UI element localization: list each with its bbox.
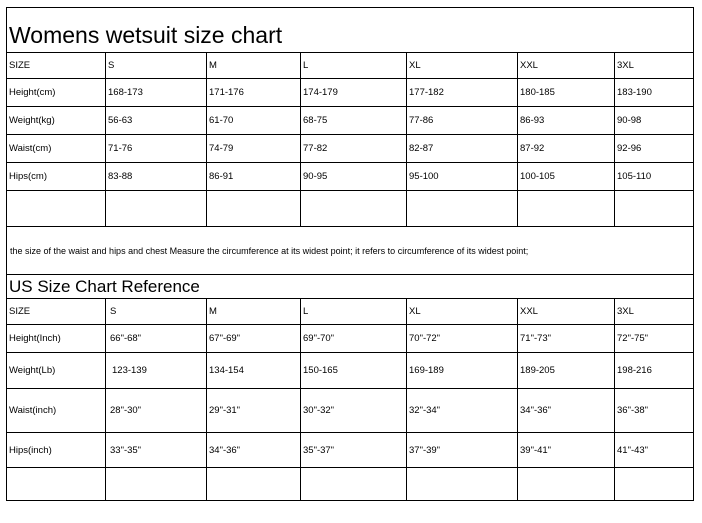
us-size-table: [6, 298, 694, 501]
header-cell: XXL: [518, 299, 615, 325]
table-cell: 56-63: [106, 107, 207, 135]
table-cell: 71-76: [106, 135, 207, 163]
table-cell: 36"-38": [615, 389, 694, 433]
row-label: Height(cm): [7, 79, 106, 107]
table-cell: 82-87: [407, 135, 518, 163]
row-label: Weight(kg): [7, 107, 106, 135]
table-cell: 92-96: [615, 135, 694, 163]
header-cell: 3XL: [615, 53, 694, 79]
header-cell: S: [106, 53, 207, 79]
header-cell: SIZE: [7, 299, 106, 325]
blank-cell: [301, 468, 407, 501]
table-cell: 66"-68": [106, 325, 207, 353]
header-cell: M: [207, 299, 301, 325]
blank-row: [7, 468, 694, 501]
table-cell: 77-86: [407, 107, 518, 135]
table-header-row: [7, 53, 694, 79]
chart-title: Womens wetsuit size chart: [7, 8, 694, 53]
table-row: [7, 135, 694, 163]
row-label: Waist(inch): [7, 389, 106, 433]
table-cell: 29"-31": [207, 389, 301, 433]
blank-cell: [207, 468, 301, 501]
table-cell: 41"-43": [615, 433, 694, 468]
blank-cell: [106, 191, 207, 227]
blank-cell: [301, 191, 407, 227]
header-cell: L: [301, 53, 407, 79]
table-cell: 34"-36": [518, 389, 615, 433]
header-cell: XXL: [518, 53, 615, 79]
blank-cell: [7, 191, 106, 227]
table-row: [7, 107, 694, 135]
measurement-note: the size of the waist and hips and chest Measure the circumference at its widest point; it refers to circumference of its widest point;: [7, 227, 694, 275]
table-cell: 183-190: [615, 79, 694, 107]
row-label: Height(Inch): [7, 325, 106, 353]
table-cell: 171-176: [207, 79, 301, 107]
table-cell: 174-179: [301, 79, 407, 107]
table-cell: 28"-30": [106, 389, 207, 433]
table-cell: 198-216: [615, 353, 694, 389]
table-cell: 34"-36": [207, 433, 301, 468]
table-cell: 180-185: [518, 79, 615, 107]
blank-cell: [7, 468, 106, 501]
table-cell: 90-98: [615, 107, 694, 135]
header-cell: XL: [407, 299, 518, 325]
header-cell: 3XL: [615, 299, 694, 325]
table-cell: 95-100: [407, 163, 518, 191]
table-cell: 39"-41": [518, 433, 615, 468]
blank-cell: [407, 191, 518, 227]
table-cell: 177-182: [407, 79, 518, 107]
row-label: Waist(cm): [7, 135, 106, 163]
blank-cell: [518, 468, 615, 501]
table-cell: 90-95: [301, 163, 407, 191]
header-cell: L: [301, 299, 407, 325]
table-cell: 30"-32": [301, 389, 407, 433]
table-row: [7, 433, 694, 468]
table-cell: 150-165: [301, 353, 407, 389]
table-cell: 168-173: [106, 79, 207, 107]
table-cell: 33"-35": [106, 433, 207, 468]
table-cell: 70"-72": [407, 325, 518, 353]
table-cell: 169-189: [407, 353, 518, 389]
table-cell: 100-105: [518, 163, 615, 191]
table-row: [7, 389, 694, 433]
row-label: Hips(cm): [7, 163, 106, 191]
table-cell: 86-91: [207, 163, 301, 191]
blank-cell: [615, 468, 694, 501]
table-cell: 105-110: [615, 163, 694, 191]
row-label: Hips(inch): [7, 433, 106, 468]
header-cell: M: [207, 53, 301, 79]
blank-cell: [106, 468, 207, 501]
table-cell: 72"-75": [615, 325, 694, 353]
table-row: [7, 325, 694, 353]
table-cell: 71"-73": [518, 325, 615, 353]
table-cell: 32"-34": [407, 389, 518, 433]
table-cell: 83-88: [106, 163, 207, 191]
table-cell: 35"-37": [301, 433, 407, 468]
table-cell: 61-70: [207, 107, 301, 135]
table-row: [7, 163, 694, 191]
table-cell: 134-154: [207, 353, 301, 389]
row-label: Weight(Lb): [7, 353, 106, 389]
table-header-row: [7, 299, 694, 325]
blank-cell: [207, 191, 301, 227]
us-chart-title: US Size Chart Reference: [7, 275, 694, 299]
size-chart-document: [6, 7, 693, 519]
table-cell: 123-139: [106, 353, 207, 389]
blank-cell: [615, 191, 694, 227]
table-row: [7, 353, 694, 389]
table-cell: 74-79: [207, 135, 301, 163]
table-cell: 37"-39": [407, 433, 518, 468]
blank-cell: [518, 191, 615, 227]
table-cell: 67"-69": [207, 325, 301, 353]
blank-cell: [407, 468, 518, 501]
header-cell: S: [106, 299, 207, 325]
table-cell: 87-92: [518, 135, 615, 163]
table-cell: 77-82: [301, 135, 407, 163]
table-cell: 69"-70": [301, 325, 407, 353]
header-cell: XL: [407, 53, 518, 79]
metric-size-table: [6, 7, 694, 299]
blank-row: [7, 191, 694, 227]
table-cell: 189-205: [518, 353, 615, 389]
table-cell: 86-93: [518, 107, 615, 135]
header-cell: SIZE: [7, 53, 106, 79]
table-row: [7, 79, 694, 107]
table-cell: 68-75: [301, 107, 407, 135]
